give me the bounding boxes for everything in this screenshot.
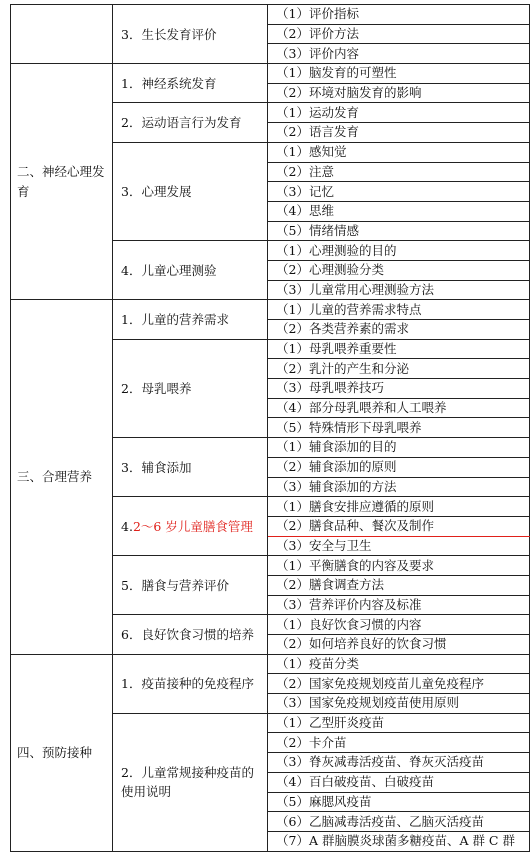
item-cell: （3）评价内容 — [268, 44, 530, 64]
item-cell: （3）国家免疫规划疫苗使用原则 — [268, 694, 530, 714]
item-cell: （3）安全与卫生 — [268, 536, 530, 556]
highlighted-subsection-title: 2～6 岁儿童膳食管理 — [132, 518, 253, 534]
subsection-cell: 3．心理发展 — [113, 142, 268, 240]
item-cell: （1）心理测验的目的 — [268, 241, 530, 261]
item-cell: （5）情绪情感 — [268, 221, 530, 241]
subsection-cell: 3．辅食添加 — [113, 438, 268, 497]
item-cell: （1）乙型肝炎疫苗 — [268, 713, 530, 733]
item-cell: （2）卡介苗 — [268, 733, 530, 753]
item-cell: （3）脊灰减毒活疫苗、脊灰灭活疫苗 — [268, 753, 530, 773]
item-cell: （2）如何培养良好的饮食习惯 — [268, 635, 530, 655]
item-cell: （1）脑发育的可塑性 — [268, 64, 530, 84]
subsection-cell: 6．良好饮食习惯的培养 — [113, 615, 268, 654]
item-cell: （5）特殊情形下母乳喂养 — [268, 418, 530, 438]
item-cell: （1）感知觉 — [268, 142, 530, 162]
item-cell: （2）各类营养素的需求 — [268, 320, 530, 340]
category-cell: 二、神经心理发育 — [11, 64, 113, 300]
subsection-cell: 3．生长发育评价 — [113, 5, 268, 64]
item-cell: （1）良好饮食习惯的内容 — [268, 615, 530, 635]
category-cell: 四、预防接种 — [11, 654, 113, 851]
item-cell: （1）运动发育 — [268, 103, 530, 123]
item-cell: （2）膳食调查方法 — [268, 575, 530, 595]
subsection-cell: 4．儿童心理测验 — [113, 241, 268, 300]
category-cell: 三、合理营养 — [11, 300, 113, 654]
item-cell: （2）乳汁的产生和分泌 — [268, 359, 530, 379]
table-row — [11, 654, 530, 674]
table-row — [11, 5, 530, 25]
syllabus-table — [10, 4, 530, 852]
item-cell: （2）心理测验分类 — [268, 260, 530, 280]
item-cell: （2）环境对脑发育的影响 — [268, 83, 530, 103]
item-cell: （2）评价方法 — [268, 24, 530, 44]
item-cell: （1）疫苗分类 — [268, 654, 530, 674]
item-cell: （2）国家免疫规划疫苗儿童免疫程序 — [268, 674, 530, 694]
item-cell: （4）部分母乳喂养和人工喂养 — [268, 398, 530, 418]
item-cell: （2）注意 — [268, 162, 530, 182]
item-cell: （1）平衡膳食的内容及要求 — [268, 556, 530, 576]
subsection-cell: 1．神经系统发育 — [113, 64, 268, 103]
subsection-cell: 2．母乳喂养 — [113, 339, 268, 437]
subsection-number: 4. — [121, 518, 133, 534]
item-cell: （2）辅食添加的原则 — [268, 457, 530, 477]
subsection-cell: 1．疫苗接种的免疫程序 — [113, 654, 268, 713]
item-cell: （3）儿童常用心理测验方法 — [268, 280, 530, 300]
item-cell: （2）语言发育 — [268, 123, 530, 143]
item-cell: （1）儿童的营养需求特点 — [268, 300, 530, 320]
item-cell: （4）百白破疫苗、白破疫苗 — [268, 772, 530, 792]
item-cell: （3）母乳喂养技巧 — [268, 379, 530, 399]
subsection-cell: 1．儿童的营养需求 — [113, 300, 268, 339]
item-cell: （3）记忆 — [268, 182, 530, 202]
subsection-cell: 2．儿童常规接种疫苗的使用说明 — [113, 713, 268, 851]
category-cell — [11, 5, 113, 64]
table-row — [11, 300, 530, 320]
item-cell: （2）膳食品种、餐次及制作 — [268, 516, 530, 536]
item-cell: （6）乙脑减毒活疫苗、乙脑灭活疫苗 — [268, 812, 530, 832]
item-cell: （4）思维 — [268, 201, 530, 221]
item-cell: （1）评价指标 — [268, 5, 530, 25]
item-cell: （3）辅食添加的方法 — [268, 477, 530, 497]
item-cell: （1）膳食安排应遵循的原则 — [268, 497, 530, 517]
subsection-cell: 2．运动语言行为发育 — [113, 103, 268, 142]
subsection-cell — [113, 497, 268, 556]
item-cell: （1）辅食添加的目的 — [268, 438, 530, 458]
item-cell: （7）A 群脑膜炎球菌多糖疫苗、A 群 C 群 — [268, 831, 530, 851]
table-row — [11, 64, 530, 84]
item-cell: （1）母乳喂养重要性 — [268, 339, 530, 359]
subsection-cell: 5．膳食与营养评价 — [113, 556, 268, 615]
item-cell: （5）麻腮风疫苗 — [268, 792, 530, 812]
item-cell: （3）营养评价内容及标准 — [268, 595, 530, 615]
